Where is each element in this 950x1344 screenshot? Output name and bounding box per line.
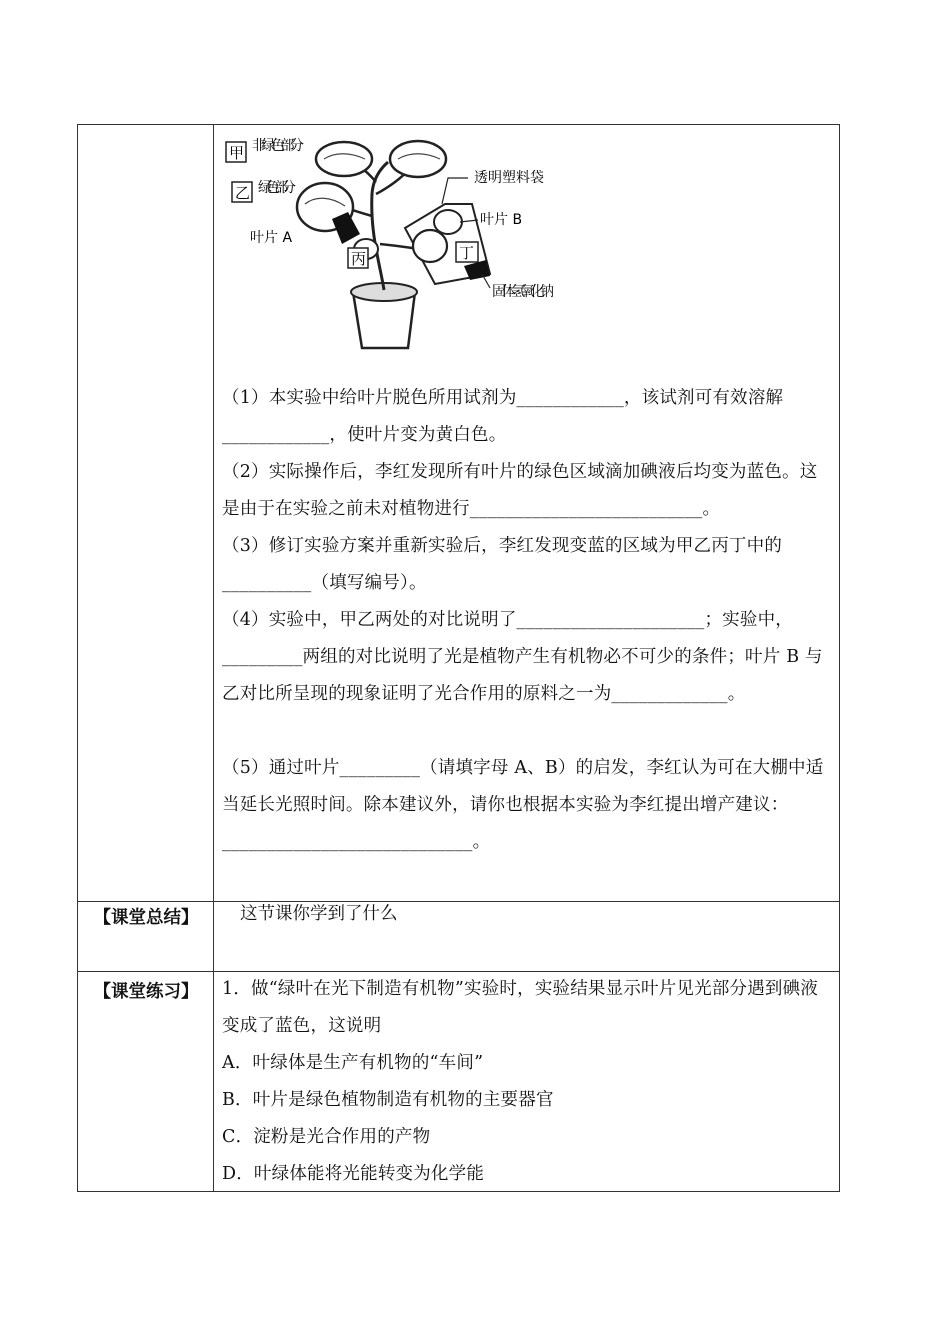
label-yi-text: 绿色部分	[258, 180, 296, 196]
label-jia-text: 非绿色部分	[252, 138, 304, 154]
question-3: （3）修订实验方案并重新实验后，李红发现变蓝的区域为甲乙丙丁中的__________（填写编号）。	[222, 536, 783, 593]
plant-experiment-diagram	[220, 124, 560, 356]
question-4: （4）实验中，甲乙两处的对比说明了_____________________；实验中，_________两组的对比说明了光是植物产生有机物必不可少的条件；叶片 B 与乙对比所呈现的现象证明了光合作用的原料之一为_____________。	[222, 610, 823, 704]
question-2: （2）实际操作后，李红发现所有叶片的绿色区域滴加碘液后均变为蓝色。这是由于在实验之前未对植物进行__________________________。	[222, 462, 818, 519]
option-d: D．叶绿体能将光能转变为化学能	[222, 1164, 485, 1184]
label-yi: 乙	[235, 184, 251, 202]
question-1: （1）本实验中给叶片脱色所用试剂为____________，该试剂可有效溶解____________，使叶片变为黄白色。	[222, 388, 784, 445]
column-divider	[213, 124, 214, 1192]
question-5: （5）通过叶片_________（请填字母 A、B）的启发，李红认为可在大棚中适当延长光照时间。除本建议外，请你也根据本实验为李红提出增产建议：____________________________。	[222, 758, 824, 852]
label-bag: 透明塑料袋	[474, 170, 544, 186]
option-c: C．淀粉是光合作用的产物	[222, 1127, 431, 1147]
option-b: B．叶片是绿色植物制造有机物的主要器官	[222, 1090, 554, 1110]
label-leaf-a: 叶片 A	[250, 230, 293, 246]
label-leaf-b: 叶片 B	[480, 212, 523, 228]
option-a: A．叶绿体是生产有机物的“车间”	[222, 1053, 484, 1073]
summary-label: 【课堂总结】	[93, 908, 199, 928]
practice-question: 1．做“绿叶在光下制造有机物”实验时，实验结果显示叶片见光部分遇到碘液变成了蓝色，这说明	[222, 979, 819, 1036]
summary-text: 这节课你学到了什么	[240, 904, 398, 924]
label-jia: 甲	[229, 144, 245, 162]
practice-label: 【课堂练习】	[93, 982, 199, 1002]
label-bing: 丙	[351, 250, 367, 268]
row-divider-summary	[77, 901, 840, 902]
label-naoh: 固体氢氧化钠	[492, 284, 554, 300]
label-ding: 丁	[459, 244, 475, 262]
